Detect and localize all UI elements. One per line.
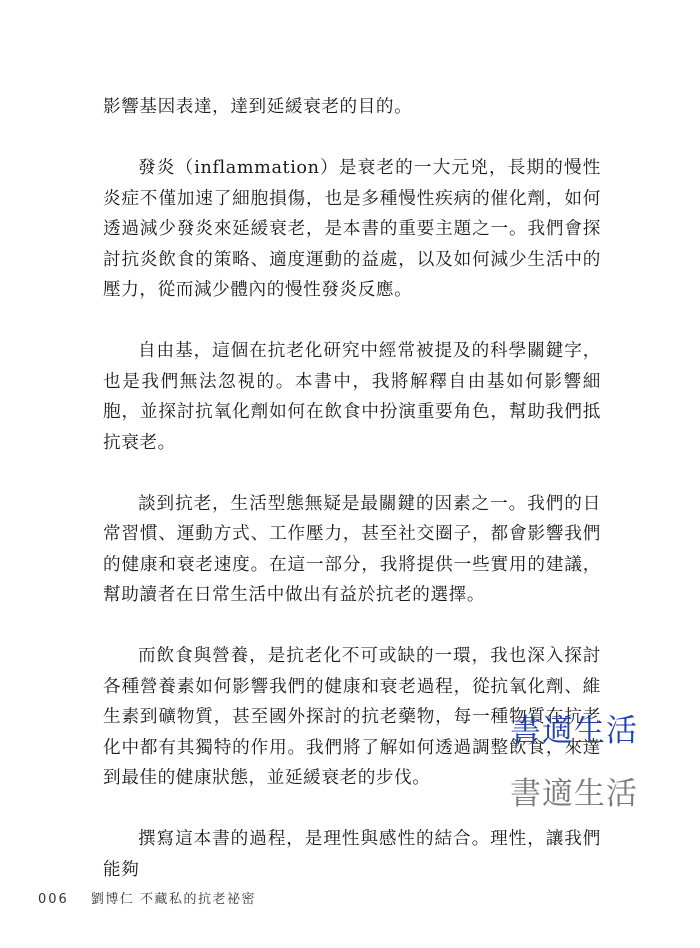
paragraph-nutrition: 而飲食與營養，是抗老化不可或缺的一環，我也深入探討各種營養素如何影響我們的健康和衰老過程，從抗氧化劑、維生素到礦物質，甚至國外探討的抗老藥物，每一種物質在抗老化中都有其獨特的作用。我們將了解如何透過調整飲食，來達到最佳的健康狀態，並延緩衰老的步伐。 (103, 646, 601, 788)
paragraph-inflammation: 發炎（inflammation）是衰老的一大元兇，長期的慢性炎症不僅加速了細胞損傷，也是多種慢性疾病的催化劑，如何透過減少發炎來延緩衰老，是本書的重要主題之一。我們會探討抗炎飲食的策略、適度運動的益處，以及如何減少生活中的壓力，從而減少體內的慢性發炎反應。 (103, 158, 601, 300)
page-number: 006 (38, 892, 69, 907)
watermark-logo-primary: 書適生活 (510, 713, 638, 749)
watermark-logo-secondary: 書適生活 (510, 776, 638, 812)
paragraph-free-radicals: 自由基，這個在抗老化研究中經常被提及的科學關鍵字，也是我們無法忽視的。本書中，我將解釋自由基如何影響細胞，並探討抗氧化劑如何在飲食中扮演重要角色，幫助我們抵抗衰老。 (103, 341, 601, 453)
running-book-title: 劉博仁 不藏私的抗老祕密 (90, 892, 256, 907)
paragraph-writing: 撰寫這本書的過程，是理性與感性的結合。理性，讓我們能夠 (103, 829, 601, 880)
paragraph-lifestyle: 談到抗老，生活型態無疑是最關鍵的因素之一。我們的日常習慣、運動方式、工作壓力，甚至社交圈子，都會影響我們的健康和衰老速度。在這一部分，我將提供一些實用的建議，幫助讀者在日常生活中做出有益於抗老的選擇。 (103, 493, 601, 605)
paragraph-continuation: 影響基因表達，達到延緩衰老的目的。 (103, 97, 413, 117)
page-footer (38, 888, 256, 907)
